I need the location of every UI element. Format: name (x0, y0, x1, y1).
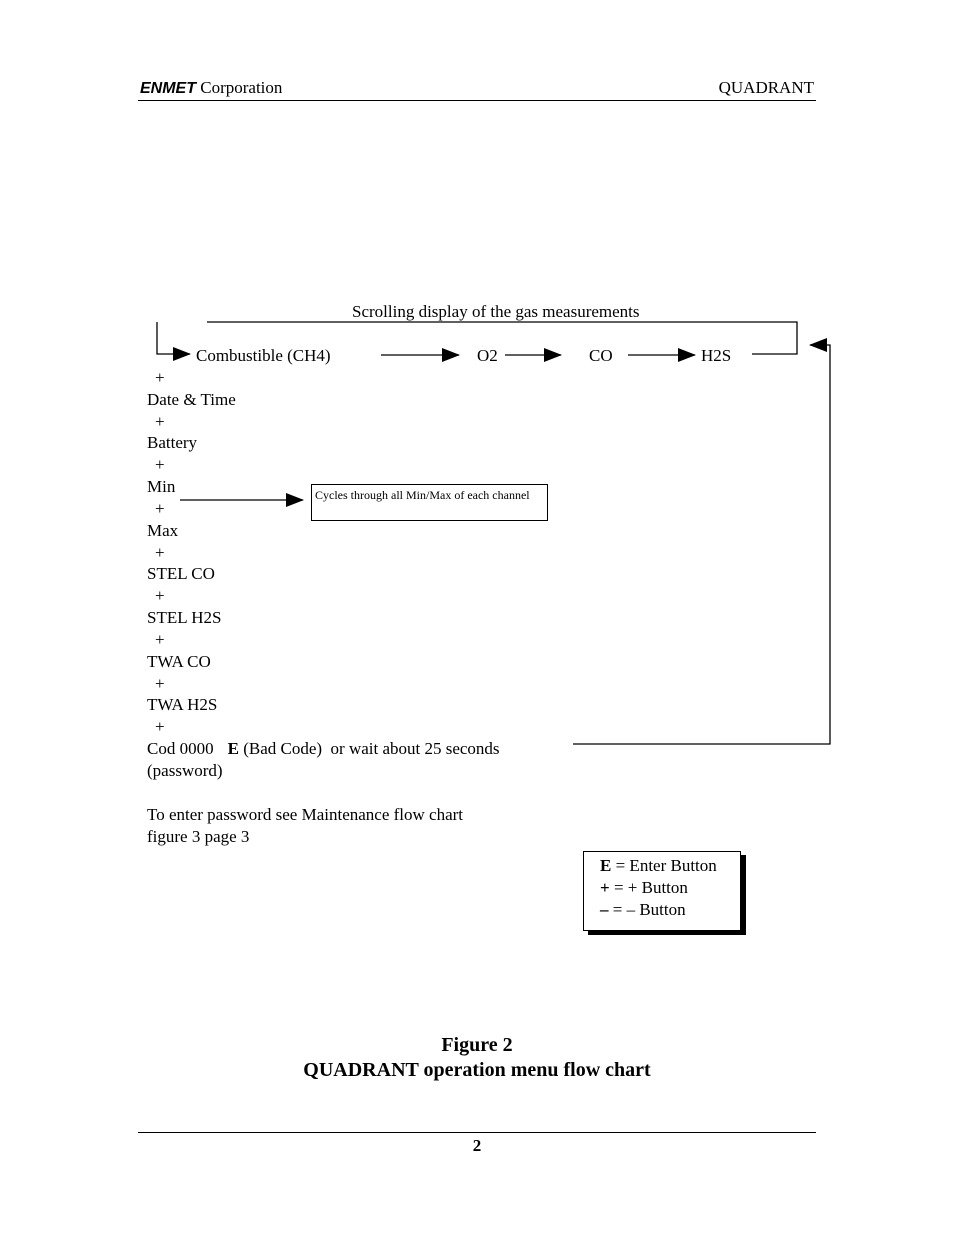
password-label: (password) (147, 761, 223, 780)
header-product: QUADRANT (718, 78, 814, 97)
scroll-label: Scrolling display of the gas measurements (352, 302, 640, 321)
plus-sign: + (155, 499, 165, 518)
cod-code: Cod 0000 (147, 739, 214, 758)
plus-sign: + (155, 368, 165, 387)
legend-e-key: E (600, 856, 612, 875)
cod-e-key: E (227, 739, 239, 758)
gas-co: CO (589, 346, 613, 365)
enter-password-line1: To enter password see Maintenance flow chart (147, 805, 464, 824)
legend-plus-key: + (600, 878, 610, 897)
menu-item-max: Max (147, 521, 179, 540)
button-legend (583, 851, 741, 931)
page-number: 2 (472, 1136, 482, 1155)
legend-minus-key: – (600, 900, 609, 919)
legend-minus (600, 899, 740, 921)
plus-sign: + (155, 455, 165, 474)
minmax-note-box: Cycles through all Min/Max of each channel (311, 484, 548, 521)
company-suffix: Corporation (196, 78, 283, 97)
legend-enter (600, 855, 740, 877)
menu-item-battery: Battery (147, 433, 198, 452)
plus-sign: + (155, 412, 165, 431)
scroll-loop-return (157, 322, 190, 354)
plus-sign: + (155, 717, 165, 736)
legend-plus (600, 877, 740, 899)
return-to-scroll-line (573, 345, 830, 744)
figure-number: Figure 2 (441, 1034, 513, 1056)
menu-item-date-time: Date & Time (147, 390, 236, 409)
gas-o2: O2 (477, 346, 498, 365)
plus-sign: + (155, 630, 165, 649)
footer-rule (138, 1132, 816, 1133)
brand-name: ENMET (140, 80, 196, 97)
plus-sign: + (155, 543, 165, 562)
menu-item-stel-h2s: STEL H2S (147, 608, 222, 627)
enter-password-line2: figure 3 page 3 (147, 827, 250, 846)
cod-rest: (Bad Code) or wait about 25 seconds (238, 739, 500, 758)
cod-line (147, 739, 500, 759)
menu-item-min: Min (147, 477, 176, 496)
gas-ch4: Combustible (CH4) (196, 346, 331, 365)
figure-title: QUADRANT operation menu flow chart (303, 1059, 651, 1081)
menu-item-twa-co: TWA CO (147, 652, 211, 671)
legend-e-desc: = Enter Button (611, 856, 717, 875)
menu-item-stel-co: STEL CO (147, 564, 215, 583)
plus-sign: + (155, 674, 165, 693)
legend-plus-desc: = + Button (609, 878, 688, 897)
menu-item-twa-h2s: TWA H2S (147, 695, 218, 714)
gas-h2s: H2S (701, 346, 732, 365)
plus-sign: + (155, 586, 165, 605)
legend-minus-desc: = – Button (608, 900, 686, 919)
